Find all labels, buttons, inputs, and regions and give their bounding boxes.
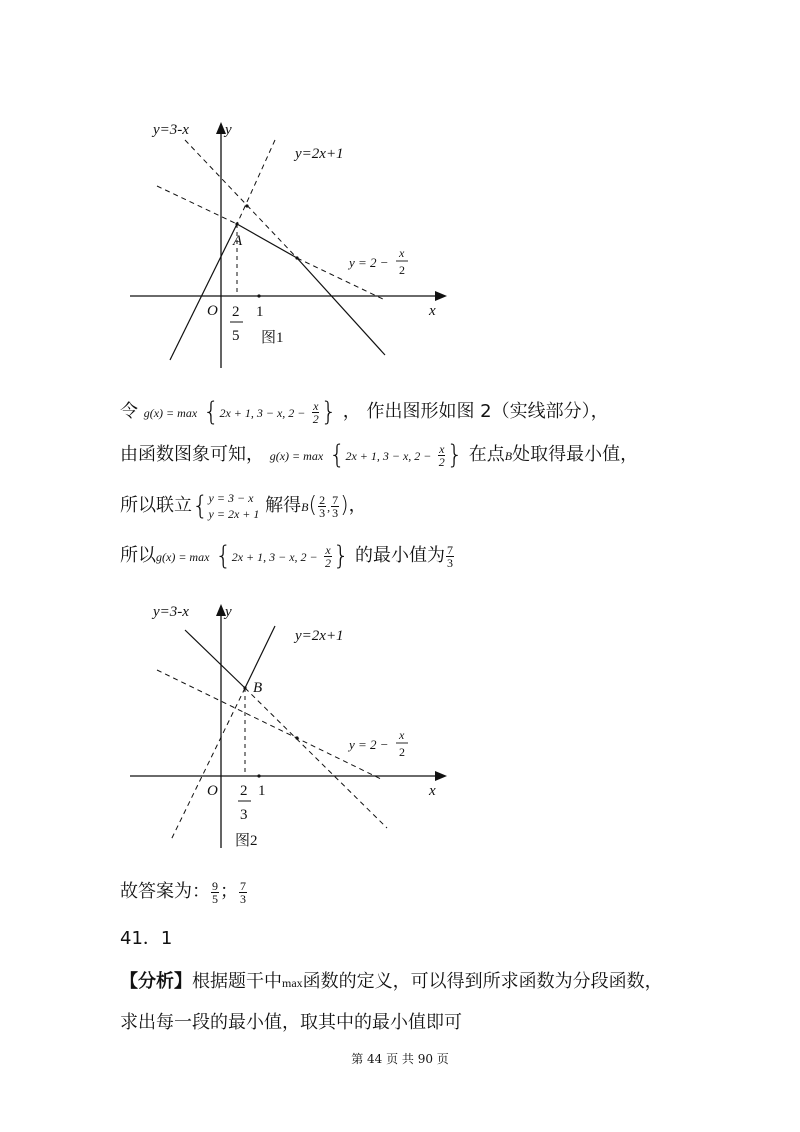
line2-frac-den: 2 <box>438 454 445 469</box>
line-y3x-dashed <box>245 688 387 828</box>
line3-x-num: 2 <box>319 492 326 507</box>
line3-y-den: 3 <box>332 505 339 520</box>
line1-brace-close: } <box>320 397 337 427</box>
system-eq-2: y = 2x + 1 <box>208 507 260 521</box>
line-y2x1-dashed <box>237 140 275 224</box>
line3-y-frac <box>331 494 339 519</box>
point-b <box>243 686 246 689</box>
line3-paren-close: ) <box>340 493 349 518</box>
label-origin: O <box>207 783 218 799</box>
line4-frac <box>324 544 331 569</box>
line2-prefix: 由函数图象可知， <box>120 444 264 465</box>
answer-frac-a <box>211 880 219 905</box>
label-line3-prefix: y = 2 − <box>349 255 389 270</box>
line3-system <box>209 490 260 522</box>
figure-1 <box>125 110 455 370</box>
line4-frac-num: x <box>325 542 331 557</box>
line2-frac <box>438 443 445 468</box>
label-line3-num: x <box>399 728 405 742</box>
line-y2halfx-solid <box>237 224 297 258</box>
tick-frac-num: 2 <box>232 304 240 320</box>
label-x-axis: x <box>429 303 436 319</box>
analysis-text-b: 函数的定义，可以得到所求函数为分段函数， <box>302 971 663 992</box>
analysis-max: max <box>282 976 303 990</box>
label-y2x1: y=2x+1 <box>295 146 344 162</box>
line-y2x1-solid <box>170 224 237 360</box>
line1-prefix: 令 <box>120 401 138 422</box>
label-origin: O <box>207 303 218 319</box>
question-41-number <box>120 924 172 954</box>
line-y3x-solid <box>297 258 385 355</box>
analysis-line-1 <box>120 967 663 998</box>
label-y3x: y=3-x <box>153 122 189 138</box>
tick-frac-den: 5 <box>232 328 240 344</box>
line3-comma: , <box>327 500 331 514</box>
text-line-3 <box>120 490 367 522</box>
answer-line <box>120 877 248 907</box>
tick-one-dot <box>257 774 260 777</box>
answer-prefix: 故答案为： <box>120 881 210 902</box>
answer-b-den: 3 <box>240 891 246 906</box>
line4-set: 2x + 1, 3 − x, 2 − <box>231 550 318 564</box>
line1-frac-num: x <box>313 398 319 413</box>
line1-suffix: ， 作出图形如图 2（实线部分）， <box>342 401 609 422</box>
line3-brace: { <box>192 491 209 521</box>
line4-result-den: 3 <box>447 555 453 570</box>
answer-frac-b <box>239 880 247 905</box>
line4-result-frac <box>446 544 454 569</box>
answer-a-den: 5 <box>212 891 218 906</box>
figure-caption: 图2 <box>235 833 258 849</box>
text-line-4 <box>120 541 455 572</box>
line2-mid: 在点 <box>468 444 505 465</box>
answer-separator: ； <box>220 881 238 902</box>
analysis-tag: 【分析】 <box>120 971 192 992</box>
line4-mid: 的最小值为 <box>355 545 445 566</box>
x-axis-arrow <box>435 771 447 781</box>
label-x-axis: x <box>429 783 436 799</box>
analysis-text-line2: 求出每一段的最小值，取其中的最小值即可 <box>120 1012 462 1033</box>
line1-frac <box>312 400 319 425</box>
label-line3-prefix: y = 2 − <box>349 737 389 752</box>
label-line3-den: 2 <box>399 263 405 277</box>
line3-y-num: 7 <box>332 492 339 507</box>
line2-point: B <box>504 449 513 463</box>
line4-g: g(x) = max <box>156 550 210 564</box>
label-y-axis: y <box>225 604 232 620</box>
line4-frac-den: 2 <box>325 555 332 570</box>
line2-g: g(x) = max <box>269 449 324 463</box>
point-a <box>235 222 238 225</box>
label-line3-den: 2 <box>399 745 405 759</box>
line-y2x1-solid <box>245 626 275 688</box>
page-footer: 第 44 页 共 90 页 <box>351 1052 449 1066</box>
tick-one: 1 <box>256 304 264 320</box>
line2-frac-num: x <box>439 441 445 456</box>
figure-2-svg <box>125 592 455 852</box>
point-c <box>295 736 298 739</box>
analysis-line-2 <box>120 1008 462 1038</box>
line1-frac-den: 2 <box>312 411 319 426</box>
figure-caption: 图1 <box>261 330 284 346</box>
line-y2halfx-dashed <box>157 670 383 780</box>
line3-paren-open: ( <box>308 493 318 518</box>
line2-set: 2x + 1, 3 − x, 2 − <box>345 449 432 463</box>
line3-x-frac <box>318 494 326 519</box>
text-line-1 <box>120 397 609 428</box>
line3-suffix: ， <box>348 495 367 516</box>
analysis-text-a: 根据题干中 <box>192 971 282 992</box>
answer-b-num: 7 <box>240 878 246 893</box>
tick-one: 1 <box>258 783 266 799</box>
line4-prefix: 所以 <box>120 545 156 566</box>
label-y-axis: y <box>225 122 232 138</box>
line-y3x-solid <box>185 630 245 688</box>
line2-brace-open: { <box>328 440 346 470</box>
tick-frac-num: 2 <box>240 783 248 799</box>
line3-point: B <box>301 500 309 514</box>
line4-result-num: 7 <box>447 542 453 557</box>
line3-x-den: 3 <box>319 505 326 520</box>
label-line3-num: x <box>399 246 405 260</box>
label-y2x1: y=2x+1 <box>295 628 344 644</box>
x-axis-arrow <box>435 291 447 301</box>
figure-2 <box>125 592 455 852</box>
line4-brace-open: { <box>215 541 232 571</box>
figure-1-svg <box>125 110 455 370</box>
point-b <box>245 204 248 207</box>
line2-brace-close: } <box>446 440 463 470</box>
label-point-a: A <box>233 233 243 249</box>
text-line-2 <box>120 440 638 471</box>
line1-brace-open: { <box>202 397 220 427</box>
answer-a-num: 9 <box>212 878 218 893</box>
line-y2halfx-dashed-left <box>157 186 237 224</box>
line-y2x1-dashed <box>171 688 245 840</box>
line2-suffix: 处取得最小值， <box>512 444 639 465</box>
line1-set: 2x + 1, 3 − x, 2 − <box>219 406 306 420</box>
point-c <box>295 256 298 259</box>
tick-frac-den: 3 <box>240 807 248 823</box>
question-41-label: 41．1 <box>120 928 173 949</box>
system-eq-1: y = 3 − x <box>208 491 254 505</box>
line3-solve: 解得 <box>265 495 302 516</box>
line4-brace-close: } <box>332 541 350 571</box>
tick-one-dot <box>257 294 260 297</box>
label-point-b: B <box>253 680 263 696</box>
line1-g: g(x) = max <box>143 406 198 420</box>
label-y3x: y=3-x <box>153 604 189 620</box>
line3-prefix: 所以联立 <box>120 495 192 516</box>
